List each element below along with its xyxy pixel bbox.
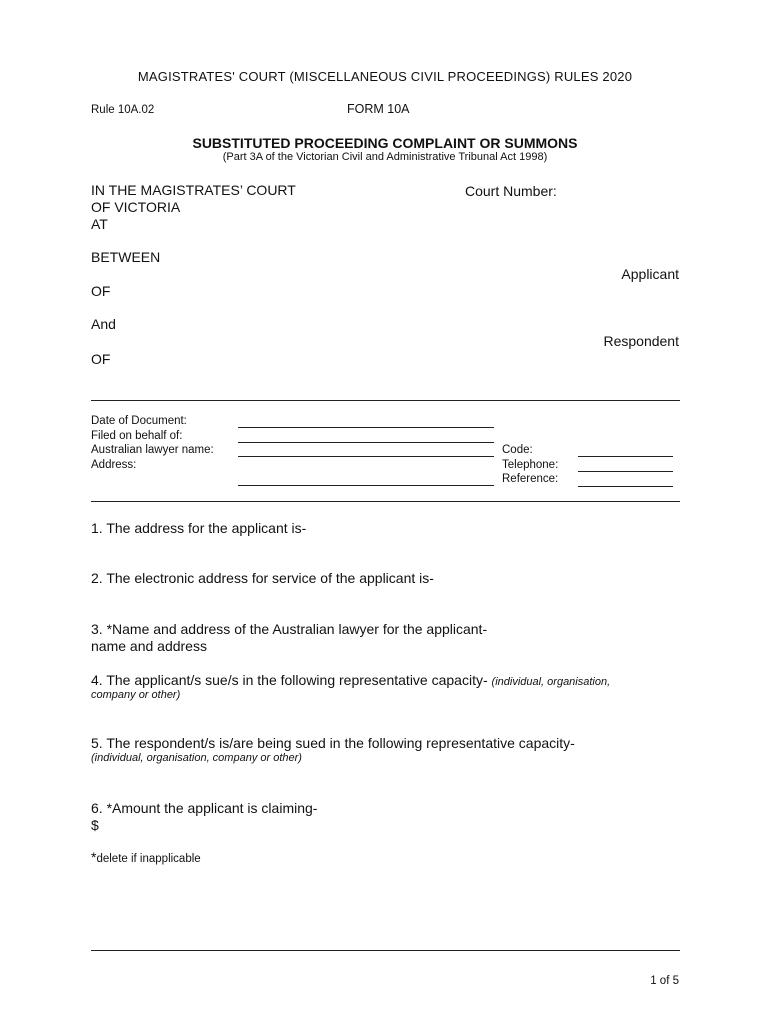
item-5-note: (individual, organisation, company or other) — [91, 752, 302, 764]
date-of-document-field[interactable] — [238, 427, 494, 428]
divider-top — [91, 400, 680, 401]
court-name-line2: OF VICTORIA — [91, 199, 181, 215]
applicant-label: Applicant — [621, 266, 679, 282]
divider-bottom — [91, 501, 680, 502]
address-field[interactable] — [238, 485, 494, 486]
court-location-label: AT — [91, 216, 108, 232]
respondent-of-label: OF — [91, 351, 111, 367]
delete-note-text: delete if inapplicable — [96, 853, 201, 865]
code-label: Code: — [502, 444, 533, 456]
reference-field[interactable] — [578, 486, 673, 487]
lawyer-name-label: Australian lawyer name: — [91, 444, 214, 456]
item-2-electronic-address: 2. The electronic address for service of the applicant is- — [91, 570, 434, 586]
lawyer-name-field[interactable] — [238, 456, 494, 457]
delete-note — [91, 849, 201, 865]
filed-on-behalf-label: Filed on behalf of: — [91, 430, 183, 442]
applicant-of-label: OF — [91, 283, 111, 299]
item-6-currency-symbol: $ — [91, 817, 99, 833]
and-label: And — [91, 316, 116, 332]
item-4-note-b: company or other) — [91, 689, 181, 701]
rules-title: MAGISTRATES' COURT (MISCELLANEOUS CIVIL PROCEEDINGS) RULES 2020 — [137, 69, 633, 84]
date-of-document-label: Date of Document: — [91, 415, 187, 427]
page-number: 1 of 5 — [650, 975, 679, 987]
item-4-note-a: (individual, organisation, — [491, 676, 611, 688]
between-label: BETWEEN — [91, 249, 161, 265]
item-1-applicant-address: 1. The address for the applicant is- — [91, 520, 307, 536]
rule-number: Rule 10A.02 — [91, 104, 155, 116]
telephone-field[interactable] — [578, 471, 673, 472]
item-4-applicant-capacity — [91, 672, 610, 688]
address-label: Address: — [91, 459, 137, 471]
item-3-name-and-address: name and address — [91, 638, 207, 654]
court-name-line1: IN THE MAGISTRATES’ COURT — [91, 182, 296, 198]
footer-divider — [91, 950, 680, 951]
item-5-respondent-capacity: 5. The respondent/s is/are being sued in the following representative capacity- — [91, 735, 575, 751]
code-field[interactable] — [578, 456, 673, 457]
document-subtitle: (Part 3A of the Victorian Civil and Administrative Tribunal Act 1998) — [222, 151, 548, 163]
document-title: SUBSTITUTED PROCEEDING COMPLAINT OR SUMMONS — [192, 135, 578, 151]
item-4-text: 4. The applicant/s sue/s in the following representative capacity- — [91, 672, 488, 688]
item-6-amount-claimed: 6. *Amount the applicant is claiming- — [91, 800, 318, 816]
court-number-label: Court Number: — [465, 183, 557, 199]
reference-label: Reference: — [502, 473, 559, 485]
filed-on-behalf-field[interactable] — [238, 442, 494, 443]
form-number: FORM 10A — [347, 102, 410, 116]
telephone-label: Telephone: — [502, 459, 559, 471]
respondent-label: Respondent — [603, 333, 679, 349]
item-3-lawyer-details: 3. *Name and address of the Australian lawyer for the applicant- — [91, 621, 488, 637]
delete-note-star: * — [91, 849, 97, 865]
